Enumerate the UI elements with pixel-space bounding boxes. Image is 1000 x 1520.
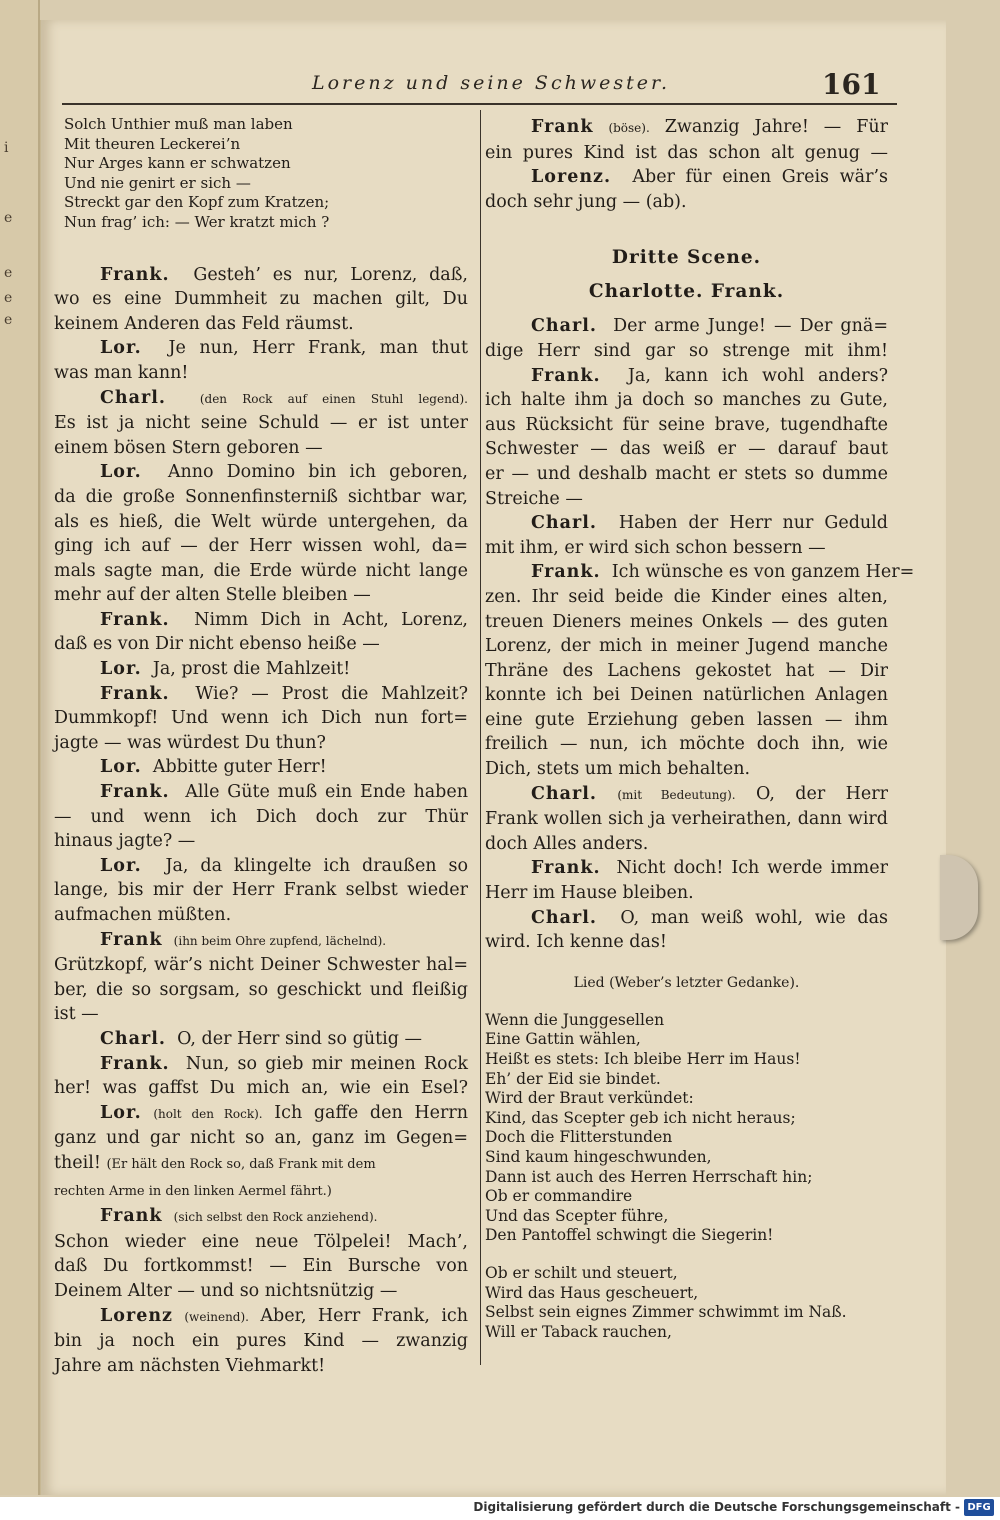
speaker-name: Frank. bbox=[531, 562, 601, 583]
dfg-logo-icon: DFG bbox=[964, 1499, 994, 1516]
verse-line: Streckt gar den Kopf zum Kratzen; bbox=[64, 193, 330, 212]
column-divider bbox=[480, 110, 481, 1365]
text-line: da die große Sonnenfinsterniß sichtbar war, bbox=[54, 486, 468, 507]
text-line: zen. Ihr seid beide die Kinder eines alten, bbox=[485, 586, 888, 607]
text-line: Frank (böse). Zwanzig Jahre! — Für bbox=[531, 117, 888, 137]
scene-title: Dritte Scene. bbox=[611, 247, 762, 269]
text-line: Schwester — das weiß er — darauf baut bbox=[485, 439, 888, 460]
verse-line: Heißt es stets: Ich bleibe Herr im Haus! bbox=[485, 1050, 801, 1068]
text-line: wird. Ich kenne das! bbox=[485, 932, 667, 953]
speaker-name: Frank. bbox=[100, 683, 170, 704]
speaker-name: Lor. bbox=[100, 1102, 142, 1123]
text-line: Frank. Nicht doch! Ich werde immer bbox=[531, 858, 888, 879]
stage-direction: (sich selbst den Rock anziehend). bbox=[173, 1210, 378, 1225]
text-line: jagte — was würdest Du thun? bbox=[54, 732, 326, 753]
text-line: Lor. Abbitte guter Herr! bbox=[100, 757, 327, 778]
text-line: treuen Dieners meines Onkels — des guten bbox=[485, 611, 888, 632]
text-line: Lorenz, der mich in meiner Jugend manche bbox=[485, 636, 888, 657]
page-header bbox=[0, 68, 1000, 108]
text-line: freilich — nun, ich möchte doch ihn, wie bbox=[485, 734, 888, 755]
text-line: konnte ich bei Deinen natürlichen Anlagen bbox=[485, 685, 888, 706]
text-line: Lor. (holt den Rock). Ich gaffe den Herrn bbox=[100, 1102, 468, 1123]
text-line: Dich, stets um mich behalten. bbox=[485, 759, 751, 780]
verse-line: Mit theuren Leckerei’n bbox=[64, 134, 241, 153]
speaker-name: Lor. bbox=[100, 855, 142, 876]
text-line: Frank. Gesteh’ es nur, Lorenz, daß, bbox=[100, 264, 468, 285]
text-line: Grützkopf, wär’s nicht Deiner Schwester hal= bbox=[54, 955, 468, 976]
verse-line: Und nie genirt er sich — bbox=[64, 173, 251, 192]
text-line: ber, die so sorgsam, so geschickt und fleißig bbox=[54, 979, 468, 1000]
text-line: Lor. Anno Domino bin ich geboren, bbox=[100, 462, 468, 483]
text-line bbox=[54, 386, 468, 412]
text-line: doch Alles anders. bbox=[485, 833, 649, 854]
text-line: Frank wollen sich ja verheirathen, dann wird bbox=[485, 809, 888, 830]
text-line: ganz und gar nicht so an, ganz im Gegen= bbox=[54, 1128, 468, 1149]
page-tab bbox=[940, 855, 978, 940]
text-line: Lorenz (weinend). Aber, Herr Frank, ich bbox=[100, 1305, 468, 1326]
text-line: Frank. Nun, so gieb mir meinen Rock bbox=[100, 1053, 468, 1074]
text-line: Herr im Hause bleiben. bbox=[485, 883, 694, 904]
text-line: — und wenn ich Dich doch zur Thür bbox=[54, 806, 468, 827]
verse-line: Und das Scepter führe, bbox=[485, 1206, 669, 1225]
text-line: eine gute Erziehung geben lassen — ihm bbox=[485, 709, 888, 730]
stage-direction: (weinend). bbox=[184, 1309, 249, 1324]
text-line: Frank. Ja, kann ich wohl anders? bbox=[531, 365, 888, 386]
header-rule bbox=[62, 103, 897, 105]
speaker-name: Frank. bbox=[100, 1053, 170, 1074]
text-line: Schon wieder eine neue Tölpelei! Mach’, bbox=[54, 1231, 468, 1252]
text-line bbox=[54, 928, 468, 954]
verse-line: Wird das Haus gescheuert, bbox=[485, 1283, 699, 1302]
text-line: Deinem Alter — und so nichtsnützig — bbox=[54, 1280, 398, 1301]
text-line: dige Herr sind gar so strenge mit ihm! bbox=[485, 340, 888, 361]
text-line: daß es von Dir nicht ebenso heiße — bbox=[54, 634, 380, 655]
text-line: Es ist ja nicht seine Schuld — er ist unter bbox=[54, 413, 468, 434]
running-title: Lorenz und seine Schwester. bbox=[312, 72, 671, 94]
text-line: Charl. Haben der Herr nur Geduld bbox=[531, 513, 888, 534]
text-line bbox=[54, 1178, 468, 1205]
verse-line: Eine Gattin wählen, bbox=[485, 1030, 641, 1049]
text-line: Charl. Der arme Junge! — Der gnä= bbox=[531, 316, 888, 337]
stage-direction: (böse). bbox=[608, 121, 650, 135]
text-line: einem bösen Stern geboren — bbox=[54, 437, 323, 458]
text-line: Dummkopf! Und wenn ich Dich nun fort= bbox=[54, 708, 468, 729]
speaker-name: Frank. bbox=[531, 365, 601, 386]
text-line: was man kann! bbox=[54, 362, 189, 383]
verse-line: Kind, das Scepter geb ich nicht heraus; bbox=[485, 1108, 796, 1127]
text-line: Thräne des Lachens gekostet hat — Dir bbox=[485, 660, 888, 681]
verse-line: Eh’ der Eid sie bindet. bbox=[485, 1069, 661, 1088]
text-line: Charl. O, man weiß wohl, wie das bbox=[531, 907, 888, 928]
text-line: theil! (Er hält den Rock so, daß Frank mit dem bbox=[54, 1152, 376, 1173]
text-line: Jahre am nächsten Viehmarkt! bbox=[54, 1355, 326, 1376]
verse-line: Doch die Flitterstunden bbox=[485, 1128, 673, 1147]
verse-line: Solch Unthier muß man laben bbox=[64, 115, 293, 133]
verse-line: Selbst sein eignes Zimmer schwimmt im Naß. bbox=[485, 1303, 847, 1322]
text-line: Frank. Alle Güte muß ein Ende haben bbox=[100, 782, 468, 803]
speaker-name: Lor. bbox=[100, 757, 142, 778]
verse-line: Ob er schilt und steuert, bbox=[485, 1263, 678, 1282]
text-line: Lor. Ja, da klingelte ich draußen so bbox=[100, 855, 468, 876]
text-line: Frank. Wie? — Prost die Mahlzeit? bbox=[100, 683, 468, 704]
stage-direction: (ihn beim Ohre zupfend, lächelnd). bbox=[173, 933, 387, 948]
stage-direction: rechten Arme in den linken Aermel fährt.) bbox=[54, 1183, 332, 1199]
text-line: als es hieß, die Welt würde untergehen, da bbox=[54, 511, 468, 532]
text-line: Lorenz. Aber für einen Greis wär’s bbox=[531, 167, 888, 188]
verse-line: Sind kaum hingeschwunden, bbox=[485, 1147, 712, 1166]
text-line: wo es eine Dummheit zu machen gilt, Du bbox=[54, 289, 468, 310]
right-column bbox=[485, 115, 915, 1342]
speaker-name: Lor. bbox=[100, 338, 142, 359]
stage-direction: (Er hält den Rock so, daß Frank mit dem bbox=[106, 1156, 376, 1172]
verse-line: Ob er commandire bbox=[485, 1187, 633, 1206]
text-line: mehr auf der alten Stelle bleiben — bbox=[54, 585, 371, 606]
speaker-name: Charl. bbox=[531, 316, 597, 337]
text-line: er — und deshalb macht er stets so dumme bbox=[485, 463, 888, 484]
speaker-name: Charl. bbox=[100, 1028, 166, 1049]
text-line: Frank. Ich wünsche es von ganzem Her= bbox=[531, 562, 915, 583]
speaker-name: Frank. bbox=[100, 609, 170, 630]
stage-direction: (den Rock auf einen Stuhl legend). bbox=[199, 391, 468, 406]
stage-direction: (holt den Rock). bbox=[153, 1106, 263, 1121]
text-line: her! was gaffst Du mich an, wie ein Esel? bbox=[54, 1078, 468, 1099]
speaker-name: Frank. bbox=[100, 264, 170, 285]
speaker-name: Frank. bbox=[531, 858, 601, 879]
text-line: ging ich auf — der Herr wissen wohl, da= bbox=[54, 536, 468, 557]
text-line: Lor. Je nun, Herr Frank, man thut bbox=[100, 338, 468, 359]
text-line: aufmachen müßten. bbox=[54, 905, 232, 925]
margin-fragment: e bbox=[4, 312, 13, 328]
text-line: doch sehr jung — (ab). bbox=[485, 191, 687, 212]
verse-line: Will er Taback rauchen, bbox=[485, 1322, 672, 1341]
text-line: ist — bbox=[54, 1004, 99, 1025]
verse-line: Wenn die Junggesellen bbox=[485, 1010, 665, 1029]
stage-direction: (mit Bedeutung). bbox=[617, 787, 736, 802]
margin-fragment: i bbox=[4, 140, 9, 156]
previous-page-edge bbox=[0, 0, 40, 1495]
speaker-name: Charl. bbox=[531, 783, 597, 804]
speaker-name: Charl. bbox=[100, 387, 166, 408]
margin-fragment: e bbox=[4, 290, 13, 306]
speaker-name: Lor. bbox=[100, 462, 142, 483]
speaker-name: Charl. bbox=[531, 513, 597, 534]
text-line: Frank. Nimm Dich in Acht, Lorenz, bbox=[100, 609, 468, 630]
footer-bar bbox=[0, 1497, 1000, 1520]
verse-line: Dann ist auch des Herren Herrschaft hin; bbox=[485, 1167, 813, 1186]
left-column bbox=[54, 115, 468, 1378]
speaker-name: Frank bbox=[531, 117, 594, 137]
text-line bbox=[54, 1204, 468, 1230]
text-line: mit ihm, er wird sich schon bessern — bbox=[485, 537, 826, 558]
speaker-name: Lorenz. bbox=[531, 167, 612, 188]
margin-fragment: e bbox=[4, 210, 13, 226]
text-line: Streiche — bbox=[485, 488, 583, 509]
text-line: lange, bis mir der Herr Frank selbst wieder bbox=[54, 880, 468, 901]
verse-line: Den Pantoffel schwingt die Siegerin! bbox=[485, 1226, 774, 1245]
text-line: hinaus jagte? — bbox=[54, 831, 196, 852]
text-line: ich halte ihm ja doch so manches zu Gute, bbox=[485, 390, 888, 411]
speaker-name: Lorenz bbox=[100, 1305, 173, 1326]
text-line: mals sagte man, die Erde würde nicht lange bbox=[54, 560, 468, 581]
text-line: Charl. O, der Herr sind so gütig — bbox=[100, 1028, 422, 1049]
text-line: daß Du fortkommst! — Ein Bursche von bbox=[54, 1256, 468, 1277]
song-title: Lied (Weber’s letzter Gedanke). bbox=[573, 974, 800, 991]
verse-line: Nun frag’ ich: — Wer kratzt mich ? bbox=[64, 212, 330, 231]
speaker-name: Lor. bbox=[100, 659, 142, 680]
speaker-name: Frank bbox=[100, 1206, 163, 1227]
funding-note: Digitalisierung gefördert durch die Deutsche Forschungsgemeinschaft - bbox=[473, 1500, 960, 1514]
verse-line: Wird der Braut verkündet: bbox=[485, 1089, 694, 1108]
speaker-name: Frank. bbox=[100, 782, 170, 803]
scene-persons: Charlotte. Frank. bbox=[588, 281, 785, 303]
verse-line: Nur Arges kann er schwatzen bbox=[64, 154, 291, 173]
speaker-name: Frank bbox=[100, 929, 163, 950]
text-line: ein pures Kind ist das schon alt genug — bbox=[485, 142, 888, 163]
speaker-name: Charl. bbox=[531, 907, 597, 928]
page-number: 161 bbox=[822, 68, 881, 101]
text-line: keinem Anderen das Feld räumst. bbox=[54, 313, 354, 334]
text-line: bin ja noch ein pures Kind — zwanzig bbox=[54, 1331, 468, 1352]
text-line: Charl. (mit Bedeutung). O, der Herr bbox=[531, 783, 888, 804]
text-line: Lor. Ja, prost die Mahlzeit! bbox=[100, 659, 351, 680]
margin-fragment: e bbox=[4, 265, 13, 281]
text-line: aus Rücksicht für seine brave, tugendhafte bbox=[485, 414, 888, 435]
